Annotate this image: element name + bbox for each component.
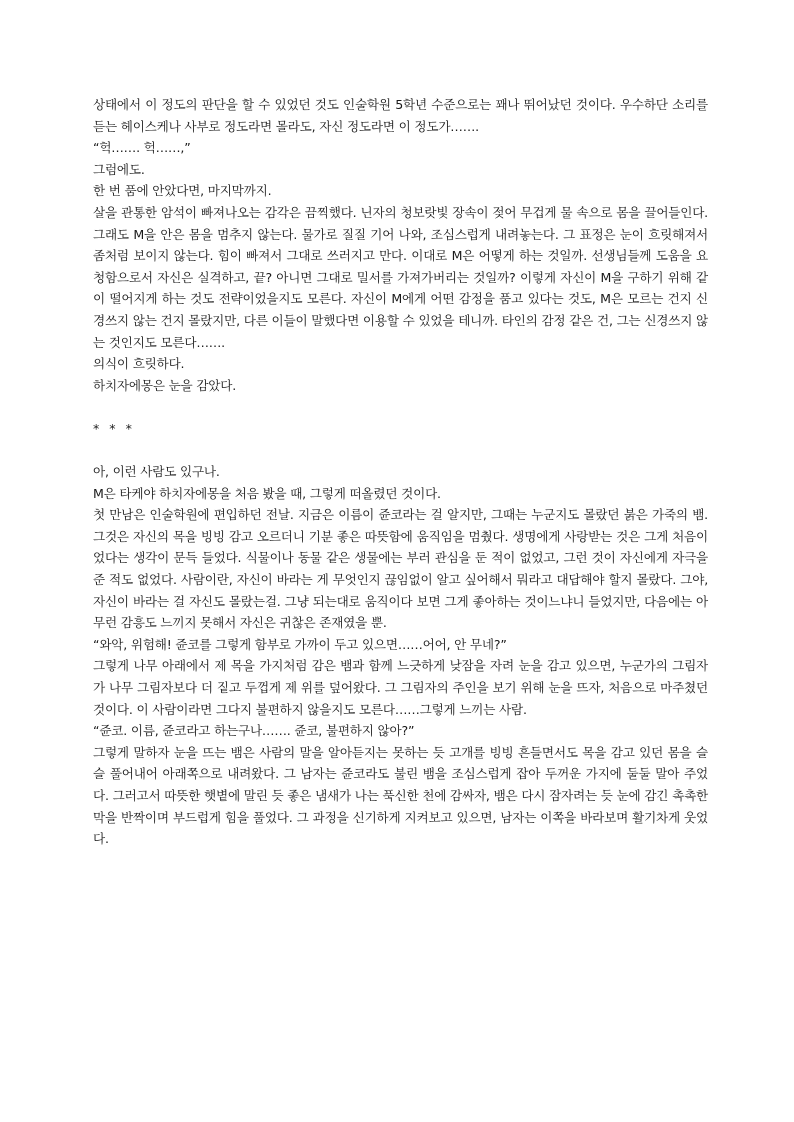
paragraph: 한 번 품에 안았다면, 마지막까지.: [93, 183, 272, 199]
paragraph: “헉……. 헉……,”: [93, 140, 191, 156]
paragraph: 첫 만남은 인술학원에 편입하던 전날. 지금은 이름이 쥰코라는 걸 알지만, 그때는 누군지도 몰랐던 붉은 가죽의 뱀. 그것은 자신의 목을 빙빙 감고 오르더니 기분 좋은 따뜻함에 움직임을 멈췄다. 생명에게 사랑받는 것은 그게 처음이었다는 생각이 문득 들었다. 식물이나 동물 같은 생물에는 부러 관심을 둔 적이 없었고, 그런 것이 자신에게 자극을 준 적도 없었다. 사람이란, 자신이 바라는 게 무엇인지 끊임없이 알고 싶어해서 뭐라고 대답해야 할지 몰랐다. 그야, 자신이 바라는 걸 자신도 몰랐는걸. 그냥 되는대로 움직이다 보면 그게 좋아하는 것이느냐니 들었지만, 다음에는 아무런 감흥도 느끼지 못해서 자신은 귀찮은 존재였을 뿐.: [93, 507, 708, 631]
paragraph: 그렇게 말하자 눈을 뜨는 뱀은 사람의 말을 알아듣지는 못하는 듯 고개를 빙빙 흔들면서도 목을 감고 있던 몸을 슬슬 풀어내어 아래쪽으로 내려왔다. 그 남자는 쥰코라도 불린 뱀을 조심스럽게 잡아 두꺼운 가지에 둘둘 말아 주었다. 그러고서 따뜻한 햇볕에 말린 듯 좋은 냄새가 나는 푹신한 천에 감싸자, 뱀은 다시 잠자려는 듯 눈에 감긴 촉촉한 막을 반짝이며 부드럽게 힘을 풀었다. 그 과정을 신기하게 지켜보고 있으면, 남자는 이쪽을 바라보며 활기차게 웃었다.: [93, 744, 708, 847]
blank-line: [93, 440, 708, 462]
paragraph: 살을 관통한 암석이 빠져나오는 감각은 끔찍했다. 닌자의 청보랏빛 장속이 젖어 무겁게 물 속으로 몸을 끌어들인다. 그래도 M을 안은 몸을 멈추지 않는다. 물가로 질질 기어 나와, 조심스럽게 내려놓는다. 그 표정은 눈이 흐릿해져서 좀처럼 보이지 않는다. 힘이 빠져서 그대로 쓰러지고 만다. 이대로 M은 어떻게 하는 것일까. 선생님들께 도움을 요청함으로서 자신은 실격하고, 끝? 아니면 그대로 밀서를 가져가버리는 것일까? 이렇게 자신이 M을 구하기 위해 같이 떨어지게 하는 것도 전략이었을지도 모른다. 자신이 M에게 어떤 감정을 품고 있다는 것도, M은 모르는 건지 신경쓰지 않는 건지 몰랐지만, 다른 이들이 말했다면 이용할 수 있었을 테니까. 타인의 감정 같은 건, 그는 신경쓰지 않는 것인지도 모른다…….: [93, 204, 708, 350]
paragraph: “와악, 위험해! 쥰코를 그렇게 함부로 가까이 두고 있으면……어어, 안 무네?”: [93, 636, 507, 652]
paragraph: “쥰코. 이름, 쥰코라고 하는구나……. 쥰코, 불편하지 않아?”: [93, 723, 415, 739]
paragraph: 그렇게 나무 아래에서 제 목을 가지처럼 감은 뱀과 함께 느긋하게 낮잠을 자려 눈을 감고 있으면, 누군가의 그림자가 나무 그림자보다 더 짙고 두껍게 제 위를 덮어왔다. 그 그림자의 주인을 보기 위해 눈을 뜨자, 처음으로 마주쳤던 것이다. 이 사람이라면 그다지 불편하지 않을지도 모른다……그렇게 느끼는 사람.: [93, 658, 708, 717]
paragraph: 하치자에몽은 눈을 감았다.: [93, 377, 237, 393]
blank-line: [93, 396, 708, 418]
section-separator: * * *: [93, 420, 135, 436]
paragraph: 그럼에도.: [93, 161, 145, 177]
document-page: [93, 94, 708, 850]
paragraph: M은 타케야 하치자에몽을 처음 봤을 때, 그렇게 떠올렸던 것이다.: [93, 485, 441, 501]
paragraph: 아, 이런 사람도 있구나.: [93, 464, 220, 480]
paragraph: 의식이 흐릿하다.: [93, 356, 185, 372]
paragraph: 상태에서 이 정도의 판단을 할 수 있었던 것도 인술학원 5학년 수준으로는 꽤나 뛰어났던 것이다. 우수하단 소리를 듣는 헤이스케나 사부로 정도라면 몰라도, 자신 정도라면 이 정도가…….: [93, 97, 708, 134]
